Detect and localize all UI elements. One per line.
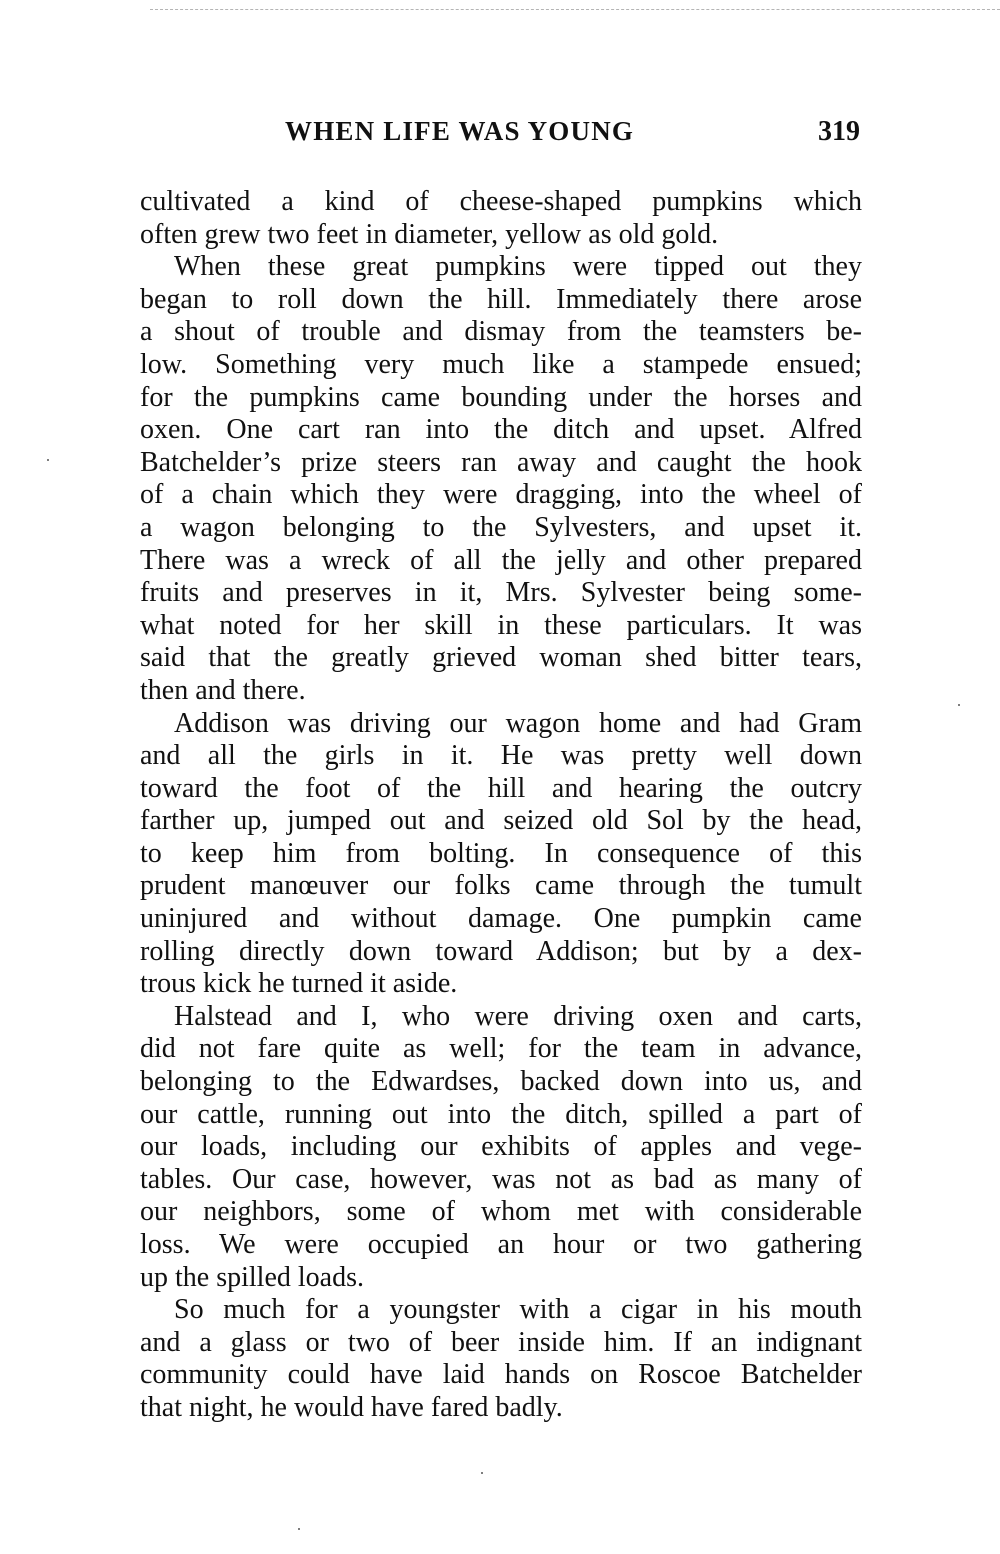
text-line: cultivated a kind of cheese-shaped pumpkins which (140, 186, 862, 217)
text-line: When these great pumpkins were tipped out they (174, 251, 862, 283)
paragraph-1 (140, 186, 862, 251)
text-line: farther up, jumped out and seized old Sol by the head, (140, 805, 862, 837)
paragraph-3 (140, 708, 862, 1001)
text-line: uninjured and without damage. One pumpkin came (140, 903, 862, 935)
text-line: rolling directly down toward Addison; but by a dex- (140, 935, 862, 967)
text-line: tables. Our case, however, was not as bad as many of (140, 1163, 862, 1195)
text-line: and all the girls in it. He was pretty well down (140, 740, 862, 772)
text-line: loss. We were occupied an hour or two gathering (140, 1229, 862, 1260)
text-line: what noted for her skill in these particulars. It was (140, 609, 862, 641)
text-line: low. Something very much like a stampede ensued; (140, 348, 862, 380)
text-line: for the pumpkins came bounding under the horses and (140, 381, 862, 413)
text-line: toward the foot of the hill and hearing the outcry (140, 772, 862, 804)
text-line: often grew two feet in diameter, yellow as old gold. (140, 218, 719, 250)
text-line: There was a wreck of all the jelly and other prepared (140, 544, 862, 576)
scan-speck (958, 704, 960, 706)
text-line: our cattle, running out into the ditch, spilled a part of (140, 1098, 862, 1130)
text-line: of a chain which they were dragging, into the wheel of (140, 479, 862, 511)
text-line: So much for a youngster with a cigar in his mouth (174, 1294, 862, 1326)
body-text (140, 186, 862, 1425)
text-line: and a glass or two of beer inside him. If an indignant (140, 1326, 862, 1358)
text-line: then and there. (140, 674, 306, 706)
scan-speck (298, 1528, 300, 1530)
paragraph-5 (140, 1294, 862, 1424)
top-scan-rule (150, 9, 1000, 11)
text-line: Halstead and I, who were driving oxen and carts, (174, 1000, 862, 1032)
running-head (140, 116, 862, 156)
text-line: began to roll down the hill. Immediately there arose (140, 283, 862, 315)
paragraph-4 (140, 1001, 862, 1294)
text-line: our neighbors, some of whom met with considerable (140, 1196, 862, 1228)
text-line: prudent manœuver our folks came through the tumult (140, 870, 862, 902)
text-line: our loads, including our exhibits of apples and vege- (140, 1131, 862, 1163)
paragraph-2 (140, 251, 862, 707)
scan-speck (481, 1472, 483, 1474)
text-line: Addison was driving our wagon home and had Gram (174, 707, 862, 739)
text-line: said that the greatly grieved woman shed bitter tears, (140, 642, 862, 674)
scan-speck (47, 459, 49, 461)
page-number: 319 (818, 116, 860, 147)
text-line: that night, he would have fared badly. (140, 1391, 563, 1423)
text-line: did not fare quite as well; for the team in advance, (140, 1033, 862, 1065)
text-line: to keep him from bolting. In consequence of this (140, 837, 862, 869)
text-line: community could have laid hands on Roscoe Batchelder (140, 1359, 862, 1391)
running-title: WHEN LIFE WAS YOUNG (285, 116, 635, 146)
text-line: a shout of trouble and dismay from the teamsters be- (140, 316, 862, 348)
text-line: fruits and preserves in it, Mrs. Sylvester being some- (140, 577, 862, 609)
text-line: up the spilled loads. (140, 1261, 364, 1293)
text-line: oxen. One cart ran into the ditch and upset. Alfred (140, 414, 862, 446)
text-line: belonging to the Edwardses, backed down into us, and (140, 1066, 862, 1098)
text-line: a wagon belonging to the Sylvesters, and upset it. (140, 511, 862, 543)
text-line: trous kick he turned it aside. (140, 968, 458, 1000)
text-line: Batchelder’s prize steers ran away and caught the hook (140, 446, 862, 478)
